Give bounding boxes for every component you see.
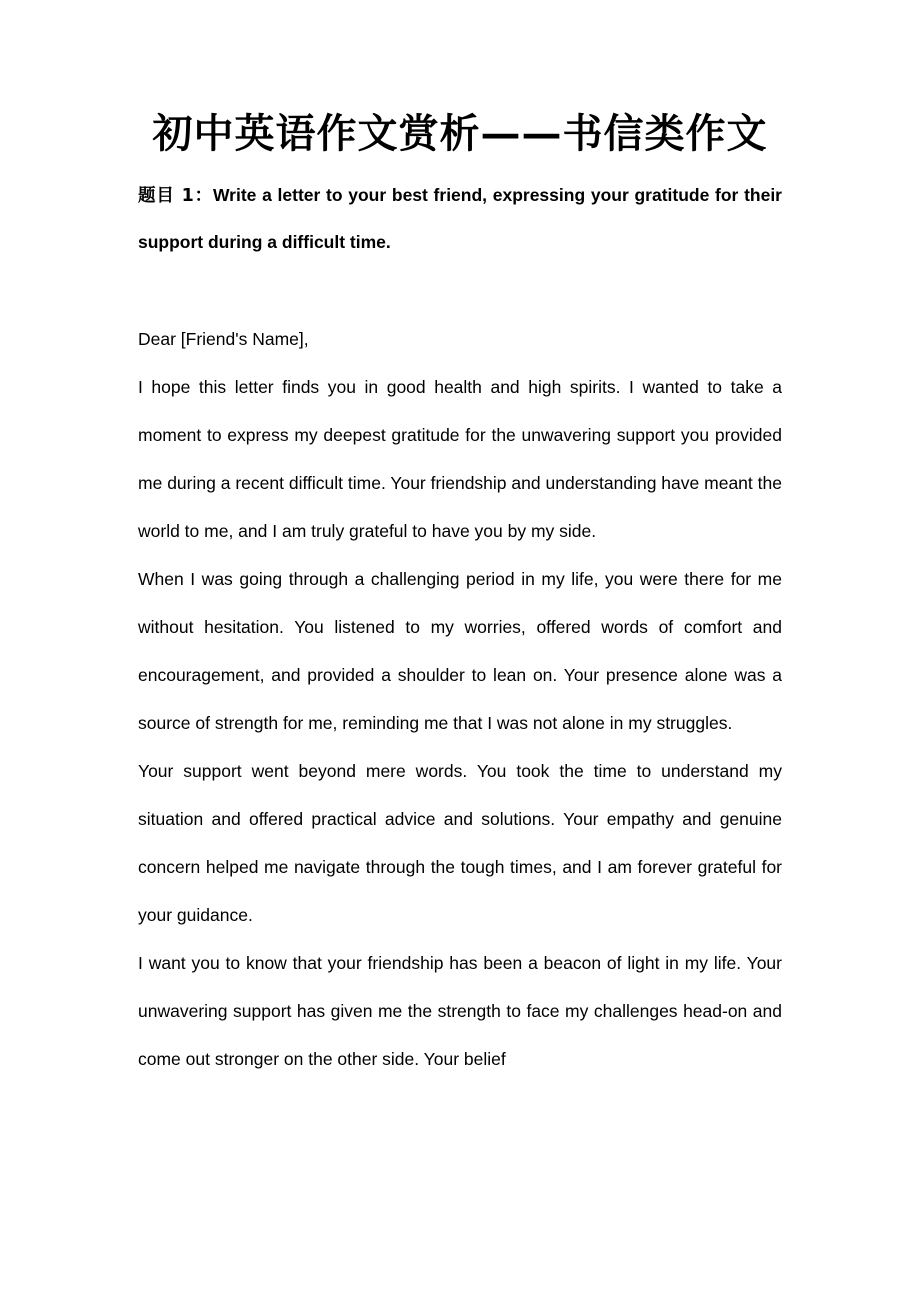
letter-paragraph-4: I want you to know that your friendship has been a beacon of light in my life. Your unwavering support has given me the strength to face my challenges head-on and come out stronger on the other side. Your belief — [138, 953, 782, 1069]
letter-paragraph-2: When I was going through a challenging period in my life, you were there for me without hesitation. You listened to my worries, offered words of comfort and encouragement, and provided a shoulder to lean on. Your presence alone was a source of strength for me, reminding me that I was not alone in my struggles. — [138, 569, 782, 733]
document-title: 初中英语作文赏析——书信类作文 — [152, 110, 768, 157]
letter-paragraph-3: Your support went beyond mere words. You took the time to understand my situation and offered practical advice and solutions. Your empathy and genuine concern helped me navigate through the tough times, and I am forever grateful for your guidance. — [138, 761, 782, 925]
essay-prompt — [138, 172, 782, 265]
blank-line — [138, 265, 782, 315]
prompt-text: Write a letter to your best friend, expressing your gratitude for their support during a difficult time. — [138, 185, 782, 252]
letter-salutation: Dear [Friend's Name], — [138, 329, 309, 349]
letter-paragraph-1: I hope this letter finds you in good health and high spirits. I wanted to take a moment to express my deepest gratitude for the unwavering support you provided me during a recent difficult time. Your friendship and understanding have meant the world to me, and I am truly grateful to have you by my side. — [138, 377, 782, 541]
prompt-label: 题目 1： — [138, 186, 213, 206]
